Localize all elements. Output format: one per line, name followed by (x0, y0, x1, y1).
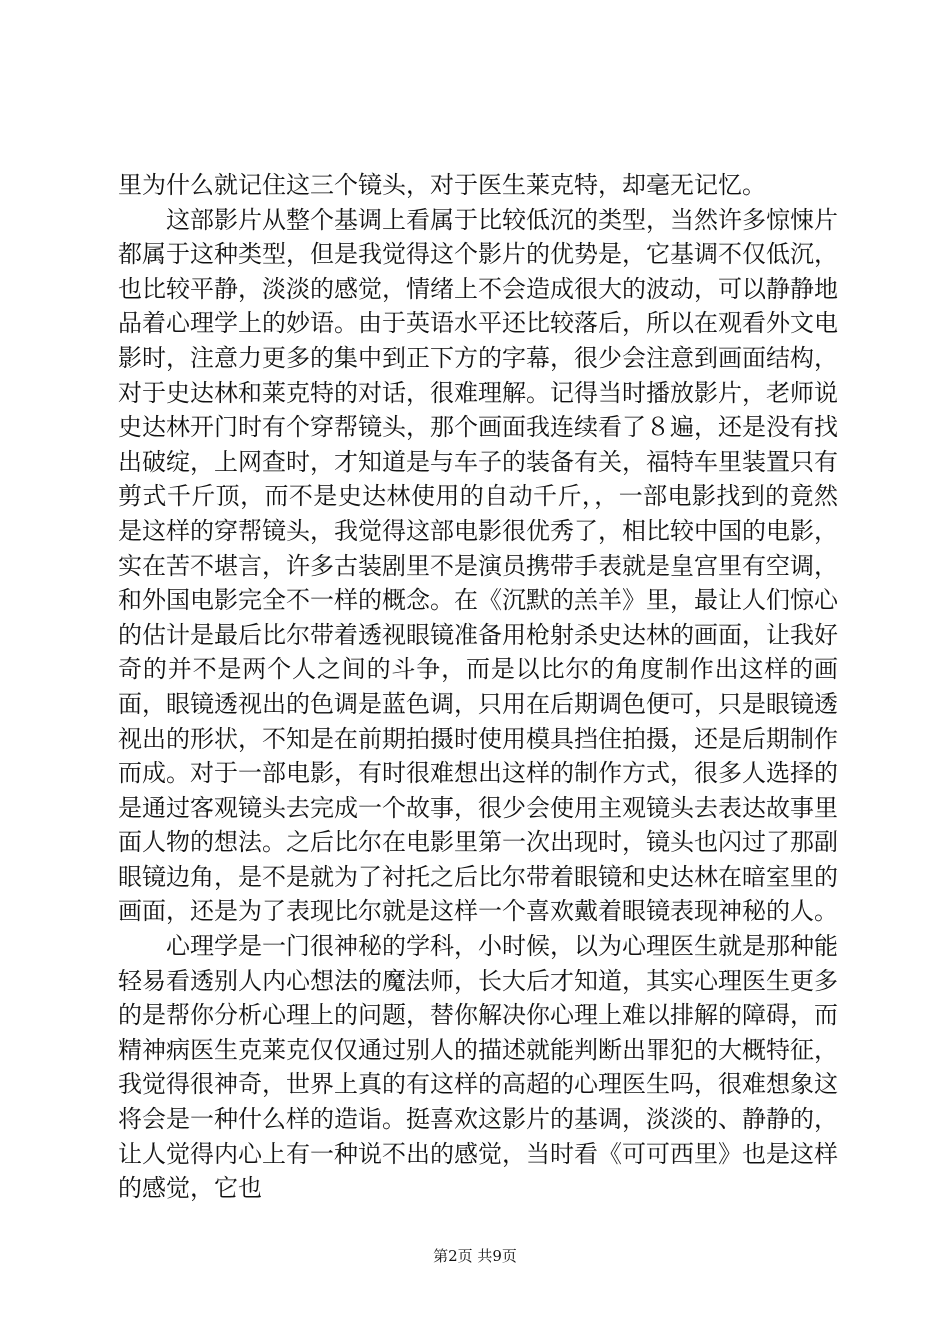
paragraph-3: 心理学是一门很神秘的学科，小时候，以为心理医生就是那种能轻易看透别人内心想法的魔法师，长大后才知道，其实心理医生更多的是帮你分析心理上的问题，替你解决你心理上难以排解的障碍，而精神病医生克莱克仅仅通过别人的描述就能判断出罪犯的大概特征，我觉得很神奇，世界上真的有这样的高超的心理医生吗，很难想象这将会是一种什么样的造诣。挺喜欢这影片的基调，淡淡的、静静的，让人觉得内心上有一种说不出的感觉，当时看《可可西里》也是这样的感觉，它也 (118, 932, 838, 1203)
body-text (118, 168, 838, 1206)
page-footer: 第2页 共9页 (433, 1247, 517, 1265)
paragraph-1: 里为什么就记住这三个镜头，对于医生莱克特，却毫无记忆。 (118, 171, 766, 199)
paragraph-2: 这部影片从整个基调上看属于比较低沉的类型，当然许多惊悚片都属于这种类型，但是我觉得这个影片的优势是，它基调不仅低沉，也比较平静，淡淡的感觉，情绪上不会造成很大的波动，可以静静地品着心理学上的妙语。由于英语水平还比较落后，所以在观看外文电影时，注意力更多的集中到正下方的字幕，很少会注意到画面结构，对于史达林和莱克特的对话，很难理解。记得当时播放影片，老师说史达林开门时有个穿帮镜头，那个画面我连续看了８遍，还是没有找出破绽，上网查时，才知道是与车子的装备有关，福特车里装置只有剪式千斤顶，而不是史达林使用的自动千斤，，一部电影找到的竟然是这样的穿帮镜头，我觉得这部电影很优秀了，相比较中国的电影，实在苦不堪言，许多古装剧里不是演员携带手表就是皇宫里有空调，和外国电影完全不一样的概念。在《沉默的羔羊》里，最让人们惊心的估计是最后比尔带着透视眼镜准备用枪射杀史达林的画面，让我好奇的并不是两个人之间的斗争，而是以比尔的角度制作出这样的画面，眼镜透视出的色调是蓝色调，只用在后期调色便可，只是眼镜透视出的形状，不知是在前期拍摄时使用模具挡住拍摄，还是后期制作而成。对于一部电影，有时很难想出这样的制作方式，很多人选择的是通过客观镜头去完成一个故事，很少会使用主观镜头去表达故事里面人物的想法。之后比尔在电影里第一次出现时，镜头也闪过了那副眼镜边角，是不是就为了衬托之后比尔带着眼镜和史达林在暗室里的画面，还是为了表现比尔就是这样一个喜欢戴着眼镜表现神秘的人。 (118, 205, 838, 926)
